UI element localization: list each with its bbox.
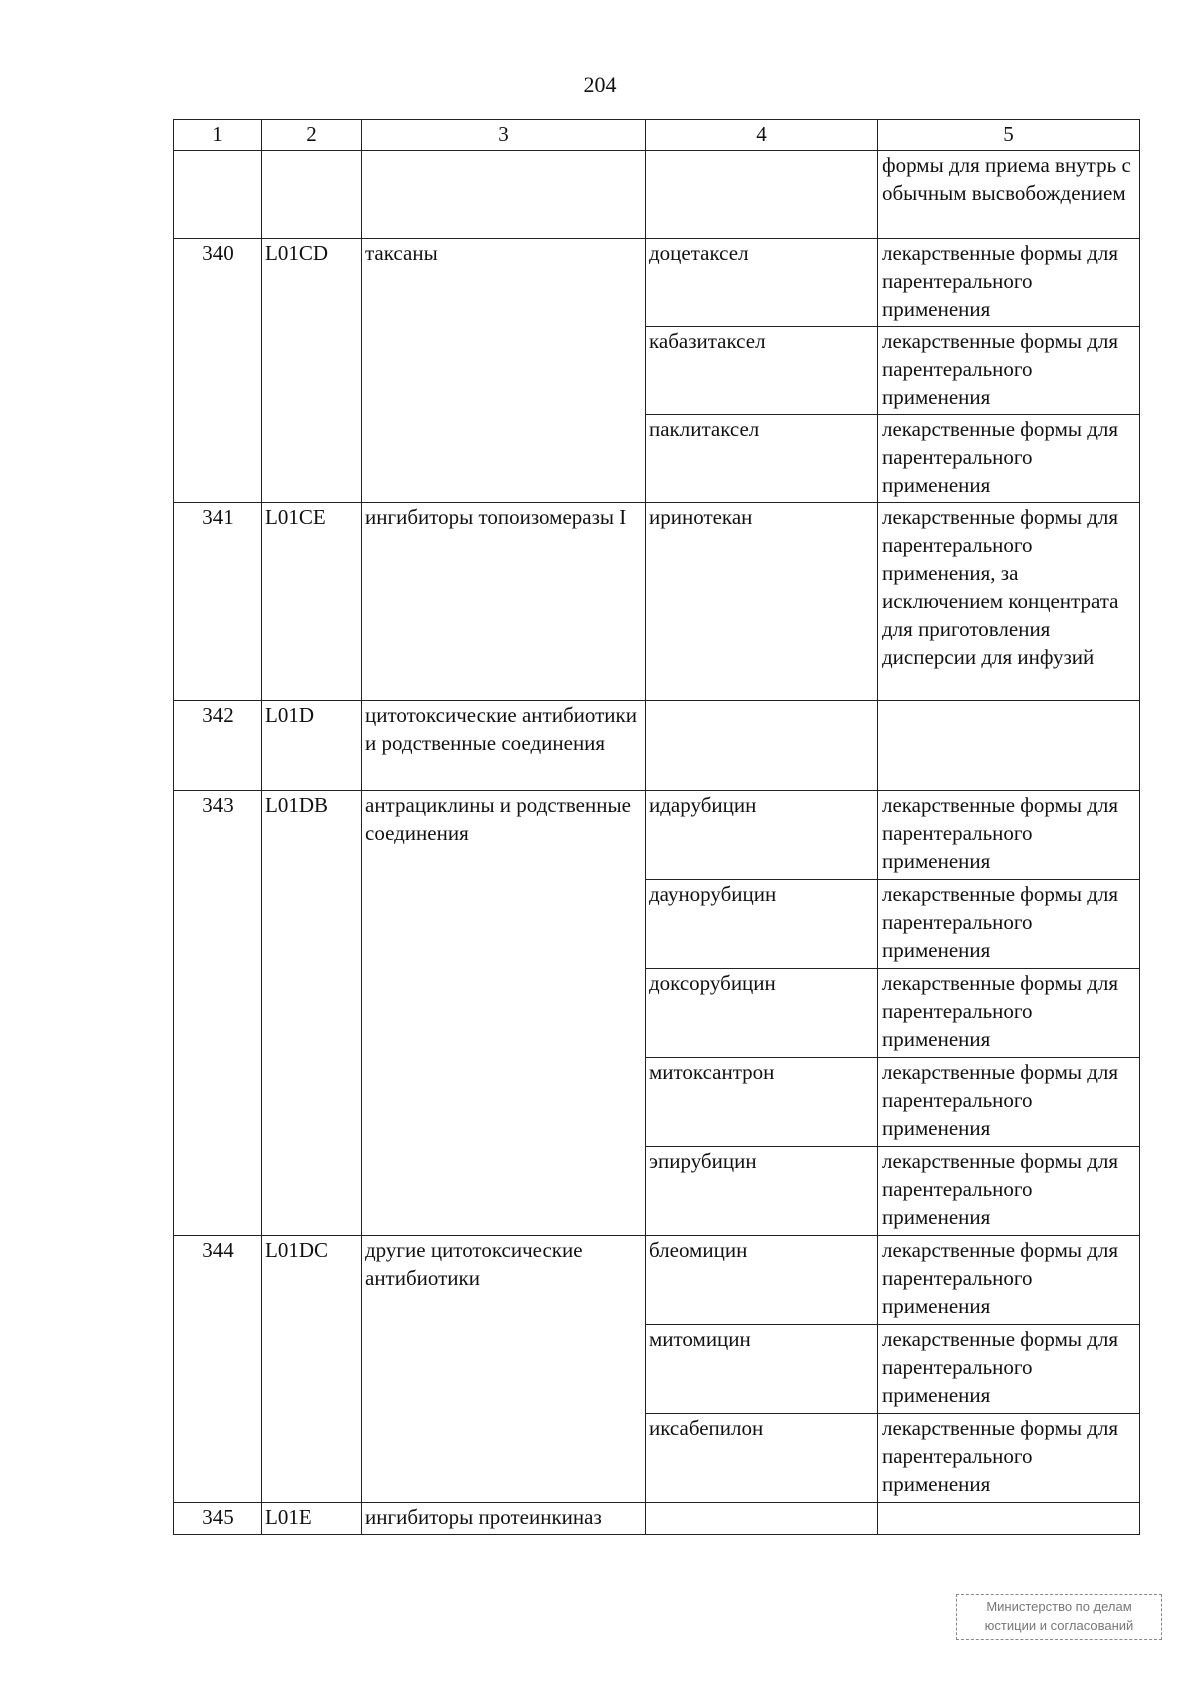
dosage-form-cell: лекарственные формы для парентерального применения bbox=[878, 1414, 1140, 1503]
row-number-cell: 341 bbox=[174, 503, 262, 701]
drug-name-cell bbox=[646, 151, 878, 239]
dosage-form-cell: лекарственные формы для парентерального применения, за исключением концентрата для приготовления дисперсии для инфузий bbox=[878, 503, 1140, 701]
dosage-form-cell: лекарственные формы для парентерального применения bbox=[878, 969, 1140, 1058]
drug-name-cell: митоксантрон bbox=[646, 1058, 878, 1147]
atc-code-cell bbox=[262, 151, 362, 239]
group-name-cell: таксаны bbox=[362, 239, 646, 503]
atc-code-cell: L01DC bbox=[262, 1236, 362, 1503]
drug-name-cell: доцетаксел bbox=[646, 239, 878, 327]
stamp-line-2: юстиции и согласований bbox=[984, 1618, 1134, 1633]
table-row bbox=[174, 151, 1140, 239]
dosage-form-cell: формы для приема внутрь с обычным высвобождением bbox=[878, 151, 1140, 239]
table-row bbox=[174, 791, 1140, 880]
stamp-line-1: Министерство по делам bbox=[986, 1599, 1132, 1614]
atc-code-cell: L01DB bbox=[262, 791, 362, 1236]
drug-table bbox=[173, 119, 1140, 1535]
row-number-cell: 342 bbox=[174, 701, 262, 791]
row-number-cell: 345 bbox=[174, 1503, 262, 1535]
atc-code-cell: L01CD bbox=[262, 239, 362, 503]
table-row bbox=[174, 1503, 1140, 1535]
drug-name-cell bbox=[646, 701, 878, 791]
dosage-form-cell: лекарственные формы для парентерального применения bbox=[878, 327, 1140, 415]
drug-name-cell: идарубицин bbox=[646, 791, 878, 880]
group-name-cell: цитотоксические антибиотики и родственные соединения bbox=[362, 701, 646, 791]
row-number-cell: 343 bbox=[174, 791, 262, 1236]
page-number: 204 bbox=[583, 72, 617, 97]
column-header-1: 1 bbox=[174, 120, 262, 151]
atc-code-cell: L01D bbox=[262, 701, 362, 791]
group-name-cell: другие цитотоксические антибиотики bbox=[362, 1236, 646, 1503]
drug-name-cell bbox=[646, 1503, 878, 1535]
drug-name-cell: иксабепилон bbox=[646, 1414, 878, 1503]
group-name-cell: ингибиторы топоизомеразы I bbox=[362, 503, 646, 701]
dosage-form-cell bbox=[878, 1503, 1140, 1535]
dosage-form-cell: лекарственные формы для парентерального применения bbox=[878, 1325, 1140, 1414]
drug-name-cell: эпирубицин bbox=[646, 1147, 878, 1236]
row-number-cell: 340 bbox=[174, 239, 262, 503]
dosage-form-cell: лекарственные формы для парентерального применения bbox=[878, 1147, 1140, 1236]
dosage-form-cell bbox=[878, 701, 1140, 791]
atc-code-cell: L01CE bbox=[262, 503, 362, 701]
dosage-form-cell: лекарственные формы для парентерального применения bbox=[878, 791, 1140, 880]
drug-name-cell: доксорубицин bbox=[646, 969, 878, 1058]
drug-name-cell: кабазитаксел bbox=[646, 327, 878, 415]
row-number-cell: 344 bbox=[174, 1236, 262, 1503]
drug-name-cell: митомицин bbox=[646, 1325, 878, 1414]
row-number-cell bbox=[174, 151, 262, 239]
group-name-cell: ингибиторы протеинкиназ bbox=[362, 1503, 646, 1535]
dosage-form-cell: лекарственные формы для парентерального применения bbox=[878, 1058, 1140, 1147]
dosage-form-cell: лекарственные формы для парентерального применения bbox=[878, 1236, 1140, 1325]
drug-name-cell: даунорубицин bbox=[646, 880, 878, 969]
group-name-cell: антрациклины и родственные соединения bbox=[362, 791, 646, 1236]
atc-code-cell: L01E bbox=[262, 1503, 362, 1535]
dosage-form-cell: лекарственные формы для парентерального применения bbox=[878, 880, 1140, 969]
table-header-row bbox=[174, 120, 1140, 151]
dosage-form-cell: лекарственные формы для парентерального применения bbox=[878, 239, 1140, 327]
dosage-form-cell: лекарственные формы для парентерального применения bbox=[878, 415, 1140, 503]
drug-name-cell: паклитаксел bbox=[646, 415, 878, 503]
registration-stamp bbox=[956, 1594, 1162, 1640]
drug-name-cell: блеомицин bbox=[646, 1236, 878, 1325]
table-row bbox=[174, 239, 1140, 327]
table-row bbox=[174, 1236, 1140, 1325]
column-header-5: 5 bbox=[878, 120, 1140, 151]
table-row bbox=[174, 503, 1140, 701]
column-header-4: 4 bbox=[646, 120, 878, 151]
column-header-3: 3 bbox=[362, 120, 646, 151]
group-name-cell bbox=[362, 151, 646, 239]
drug-name-cell: иринотекан bbox=[646, 503, 878, 701]
table-row bbox=[174, 701, 1140, 791]
column-header-2: 2 bbox=[262, 120, 362, 151]
